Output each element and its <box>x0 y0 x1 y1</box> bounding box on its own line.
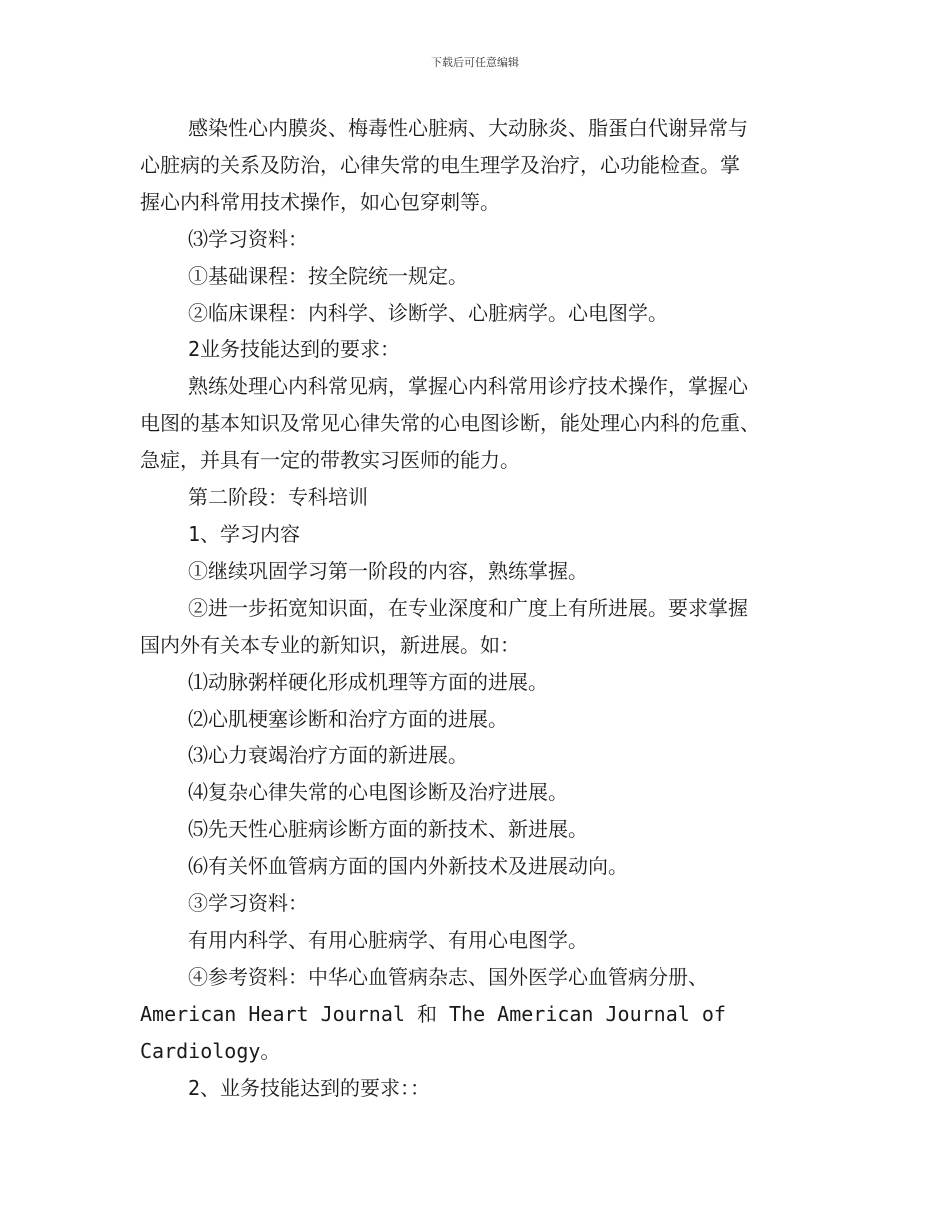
list-item: ⑸先天性心脏病诊断方面的新技术、新进展。 <box>188 817 588 842</box>
paragraph-line: 握心内科常用技术操作，如心包穿刺等。 <box>140 189 500 214</box>
paragraph-line: ③学习资料： <box>188 891 308 916</box>
document-body <box>140 110 820 1106</box>
list-item: ⑶心力衰竭治疗方面的新进展。 <box>188 743 468 768</box>
paragraph-line: 急症，并具有一定的带教实习医师的能力。 <box>140 448 520 473</box>
paragraph-line: 心脏病的关系及防治，心律失常的电生理学及治疗，心功能检查。掌 <box>140 152 740 177</box>
paragraph-line: 电图的基本知识及常见心律失常的心电图诊断，能处理心内科的危重、 <box>140 411 760 436</box>
paragraph-line: 熟练处理心内科常见病，掌握心内科常用诊疗技术操作，掌握心 <box>188 374 748 399</box>
paragraph-line: 2业务技能达到的要求： <box>188 337 401 362</box>
paragraph-line: ④参考资料：中华心血管病杂志、国外医学心血管病分册、 <box>188 964 708 989</box>
paragraph-line: Cardiology。 <box>140 1038 281 1063</box>
list-item: ⑴动脉粥样硬化形成机理等方面的进展。 <box>188 669 548 694</box>
paragraph-line: ①基础课程：按全院统一规定。 <box>188 263 468 288</box>
section-heading: 1、学习内容 <box>188 521 301 546</box>
paragraph-line: American Heart Journal 和 The American Journal of <box>140 1001 726 1026</box>
page-header: 下载后可任意编辑 <box>431 56 519 69</box>
paragraph-line: 国内外有关本专业的新知识，新进展。如： <box>140 632 520 657</box>
list-item: ⑷复杂心律失常的心电图诊断及治疗进展。 <box>188 780 568 805</box>
paragraph-line: 有用内科学、有用心脏病学、有用心电图学。 <box>188 927 588 952</box>
paragraph-line: ⑶学习资料： <box>188 226 308 251</box>
paragraph-line: ②进一步拓宽知识面，在专业深度和广度上有所进展。要求掌握 <box>188 595 748 620</box>
paragraph-line: ①继续巩固学习第一阶段的内容，熟练掌握。 <box>188 558 588 583</box>
paragraph-line: ②临床课程：内科学、诊断学、心脏病学。心电图学。 <box>188 300 668 325</box>
paragraph-line: 感染性心内膜炎、梅毒性心脏病、大动脉炎、脂蛋白代谢异常与 <box>188 116 748 140</box>
list-item: ⑹有关怀血管病方面的国内外新技术及进展动向。 <box>188 854 628 879</box>
section-heading: 第二阶段：专科培训 <box>188 485 368 510</box>
section-heading: 2、业务技能达到的要求：： <box>188 1075 431 1100</box>
list-item: ⑵心肌梗塞诊断和治疗方面的进展。 <box>188 706 508 731</box>
